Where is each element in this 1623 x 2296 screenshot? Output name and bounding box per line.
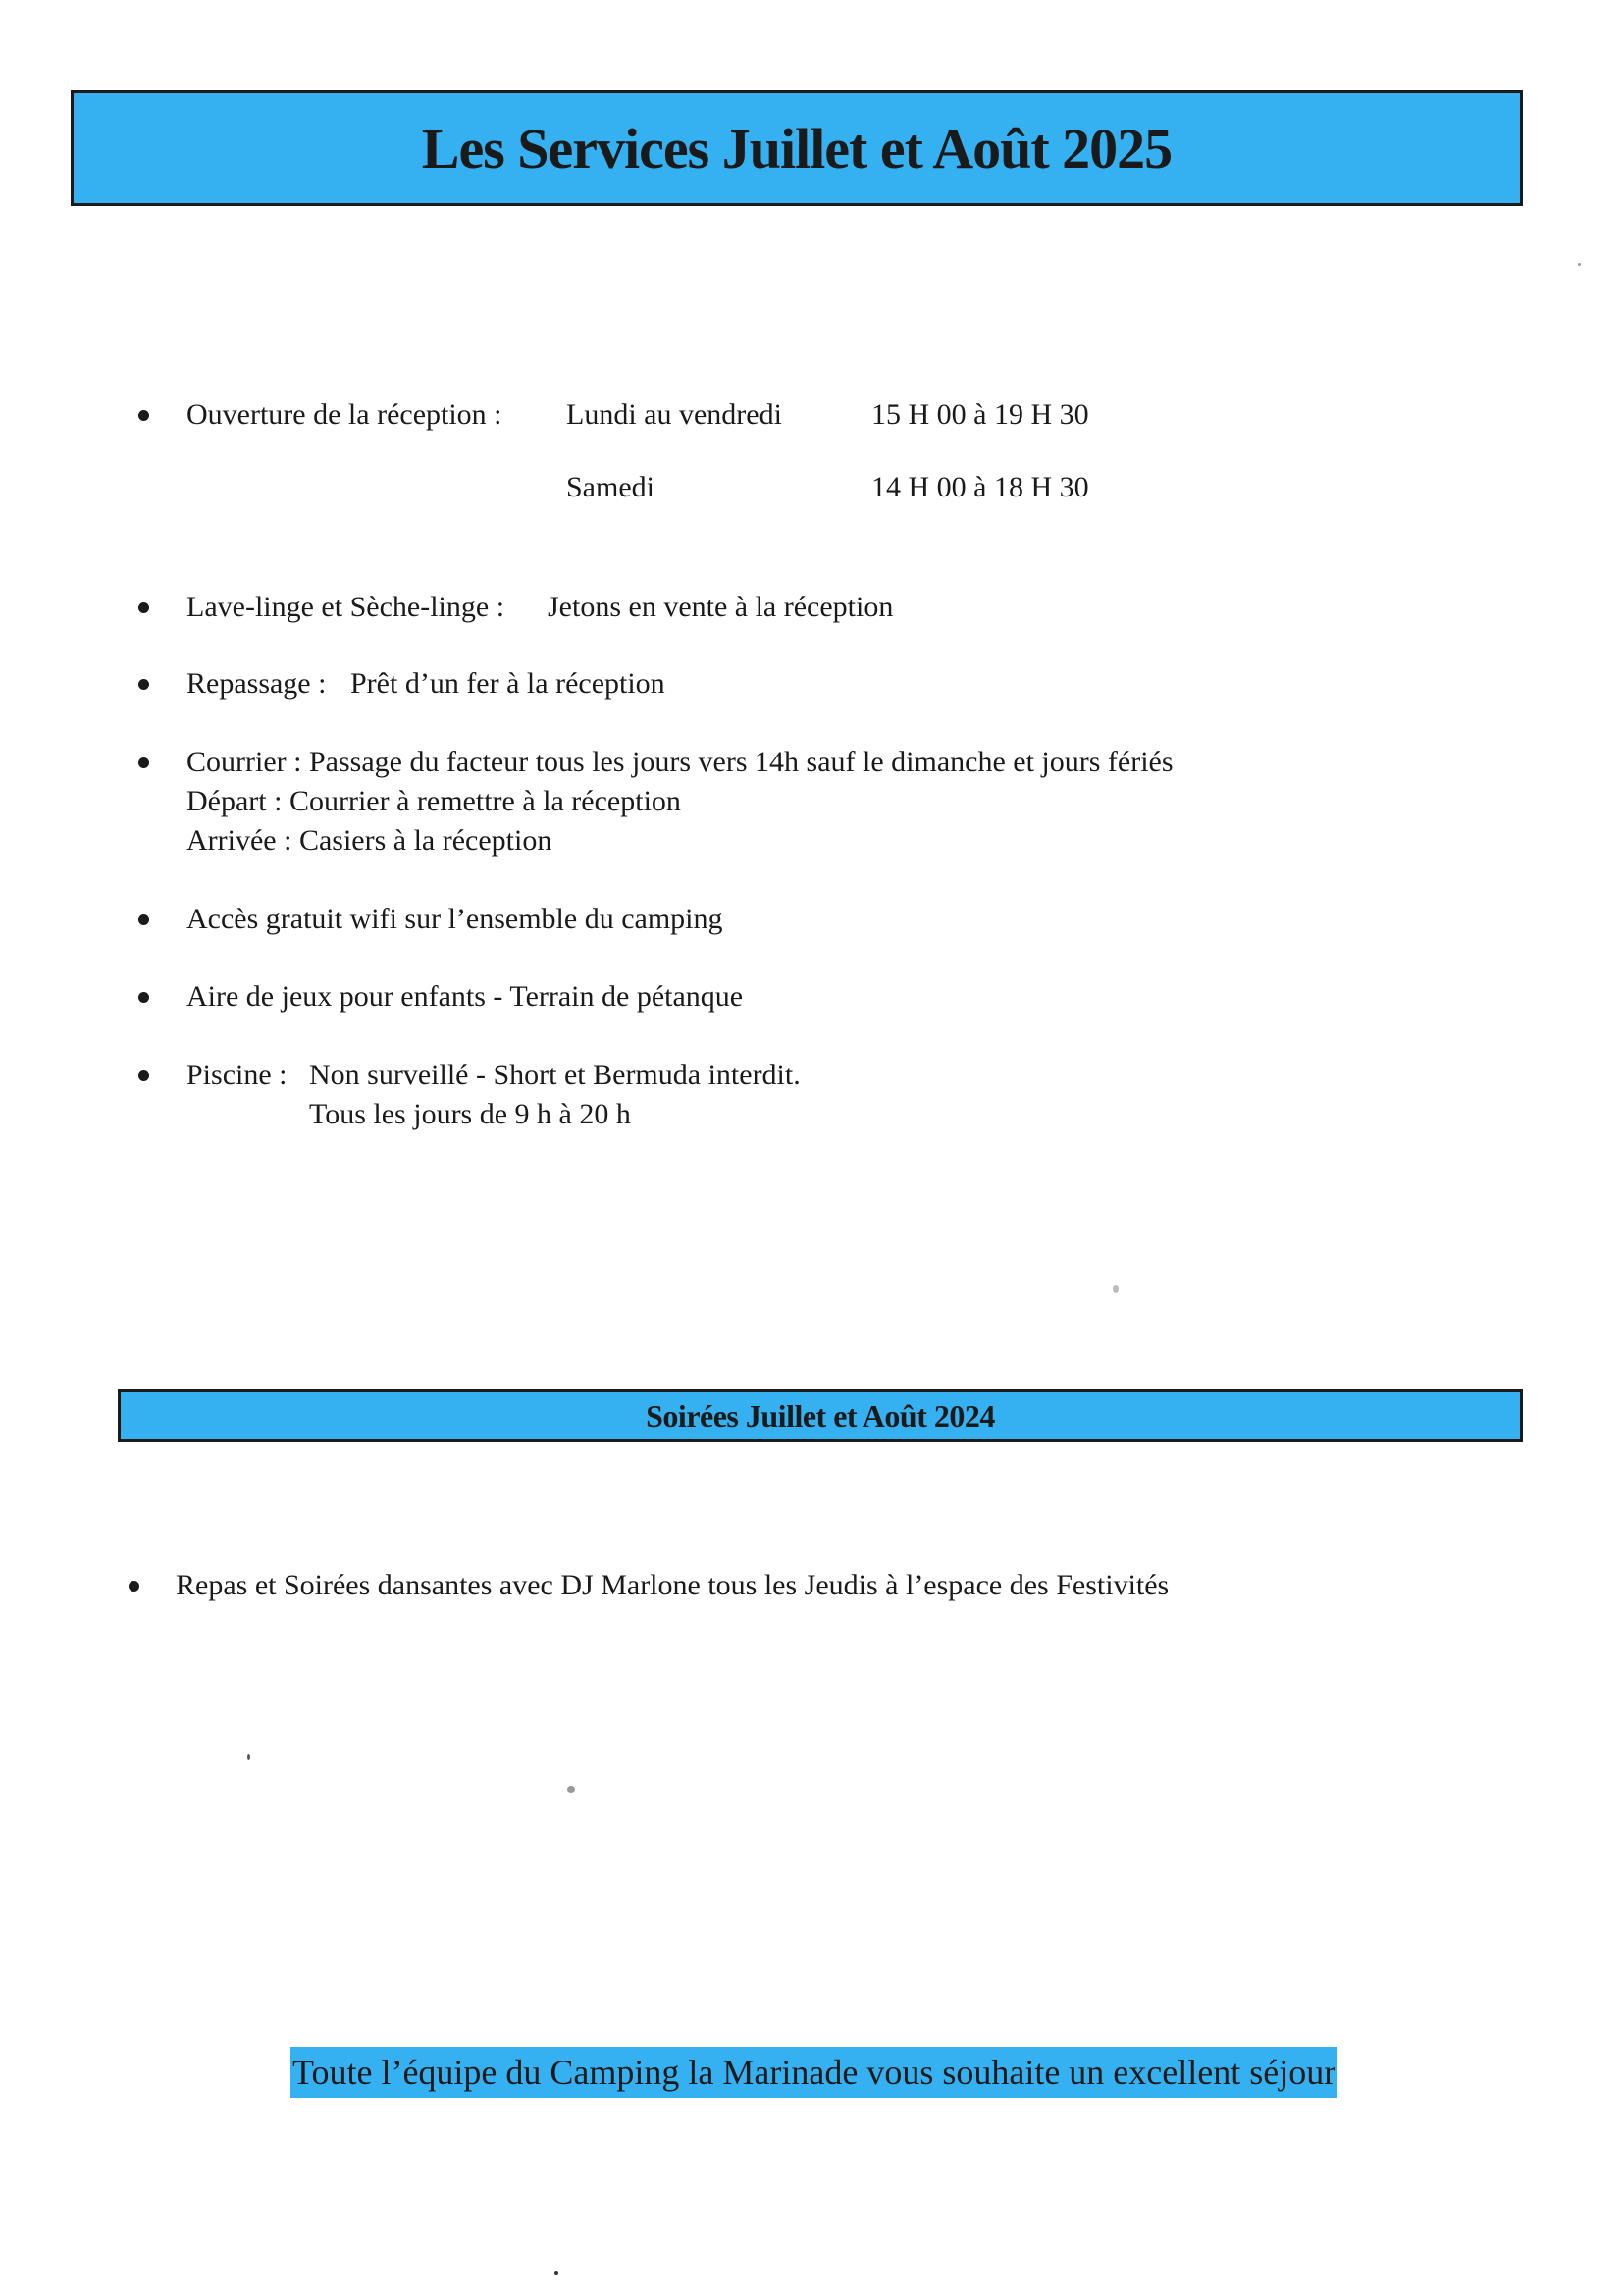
reception-label: Ouverture de la réception :	[186, 398, 502, 431]
mail-line-3: Arrivée : Casiers à la réception	[186, 824, 552, 857]
evenings-title: Soirées Juillet et Août 2024	[646, 1397, 995, 1434]
laundry-detail: Jetons en vente à la réception	[548, 591, 894, 623]
pool-detail: Non surveillé - Short et Bermuda interdit.	[309, 1059, 801, 1091]
pool-label: Piscine :	[186, 1059, 288, 1091]
scan-speck	[1578, 263, 1581, 266]
bullet-mail	[138, 757, 149, 768]
evenings-item: Repas et Soirées dansantes avec DJ Marlone tous les Jeudis à l’espace des Festivités	[176, 1569, 1170, 1601]
playground-text: Aire de jeux pour enfants - Terrain de pétanque	[186, 980, 744, 1013]
bullet-evenings	[129, 1581, 139, 1592]
bullet-reception	[138, 410, 149, 421]
bullet-pool	[138, 1070, 149, 1081]
bullet-ironing	[138, 679, 149, 690]
mail-line-2: Départ : Courrier à remettre à la réception	[186, 785, 681, 817]
reception-weekday-days: Lundi au vendredi	[566, 398, 782, 431]
scan-speck	[1113, 1285, 1119, 1293]
reception-saturday-days: Samedi	[566, 471, 654, 503]
services-title: Les Services Juillet et Août 2025	[421, 116, 1173, 181]
closing-message: Toute l’équipe du Camping la Marinade vous souhaite un excellent séjour	[290, 2047, 1337, 2098]
scan-speck	[567, 1786, 575, 1793]
ironing-detail: Prêt d’un fer à la réception	[350, 667, 665, 700]
reception-weekday-hours: 15 H 00 à 19 H 30	[871, 398, 1089, 431]
scan-speck	[247, 1754, 250, 1760]
wifi-text: Accès gratuit wifi sur l’ensemble du camping	[186, 903, 723, 935]
laundry-label: Lave-linge et Sèche-linge :	[186, 591, 505, 623]
scan-speck	[554, 2271, 558, 2275]
bullet-wifi	[138, 914, 149, 925]
reception-saturday-hours: 14 H 00 à 18 H 30	[871, 471, 1089, 503]
ironing-label: Repassage :	[186, 667, 327, 700]
bullet-playground	[138, 992, 149, 1003]
bullet-laundry	[138, 602, 149, 613]
mail-line-1: Courrier : Passage du facteur tous les jours vers 14h sauf le dimanche et jours fériés	[186, 746, 1174, 778]
services-title-banner	[71, 90, 1523, 206]
evenings-title-banner	[118, 1389, 1523, 1442]
pool-hours: Tous les jours de 9 h à 20 h	[309, 1098, 631, 1130]
